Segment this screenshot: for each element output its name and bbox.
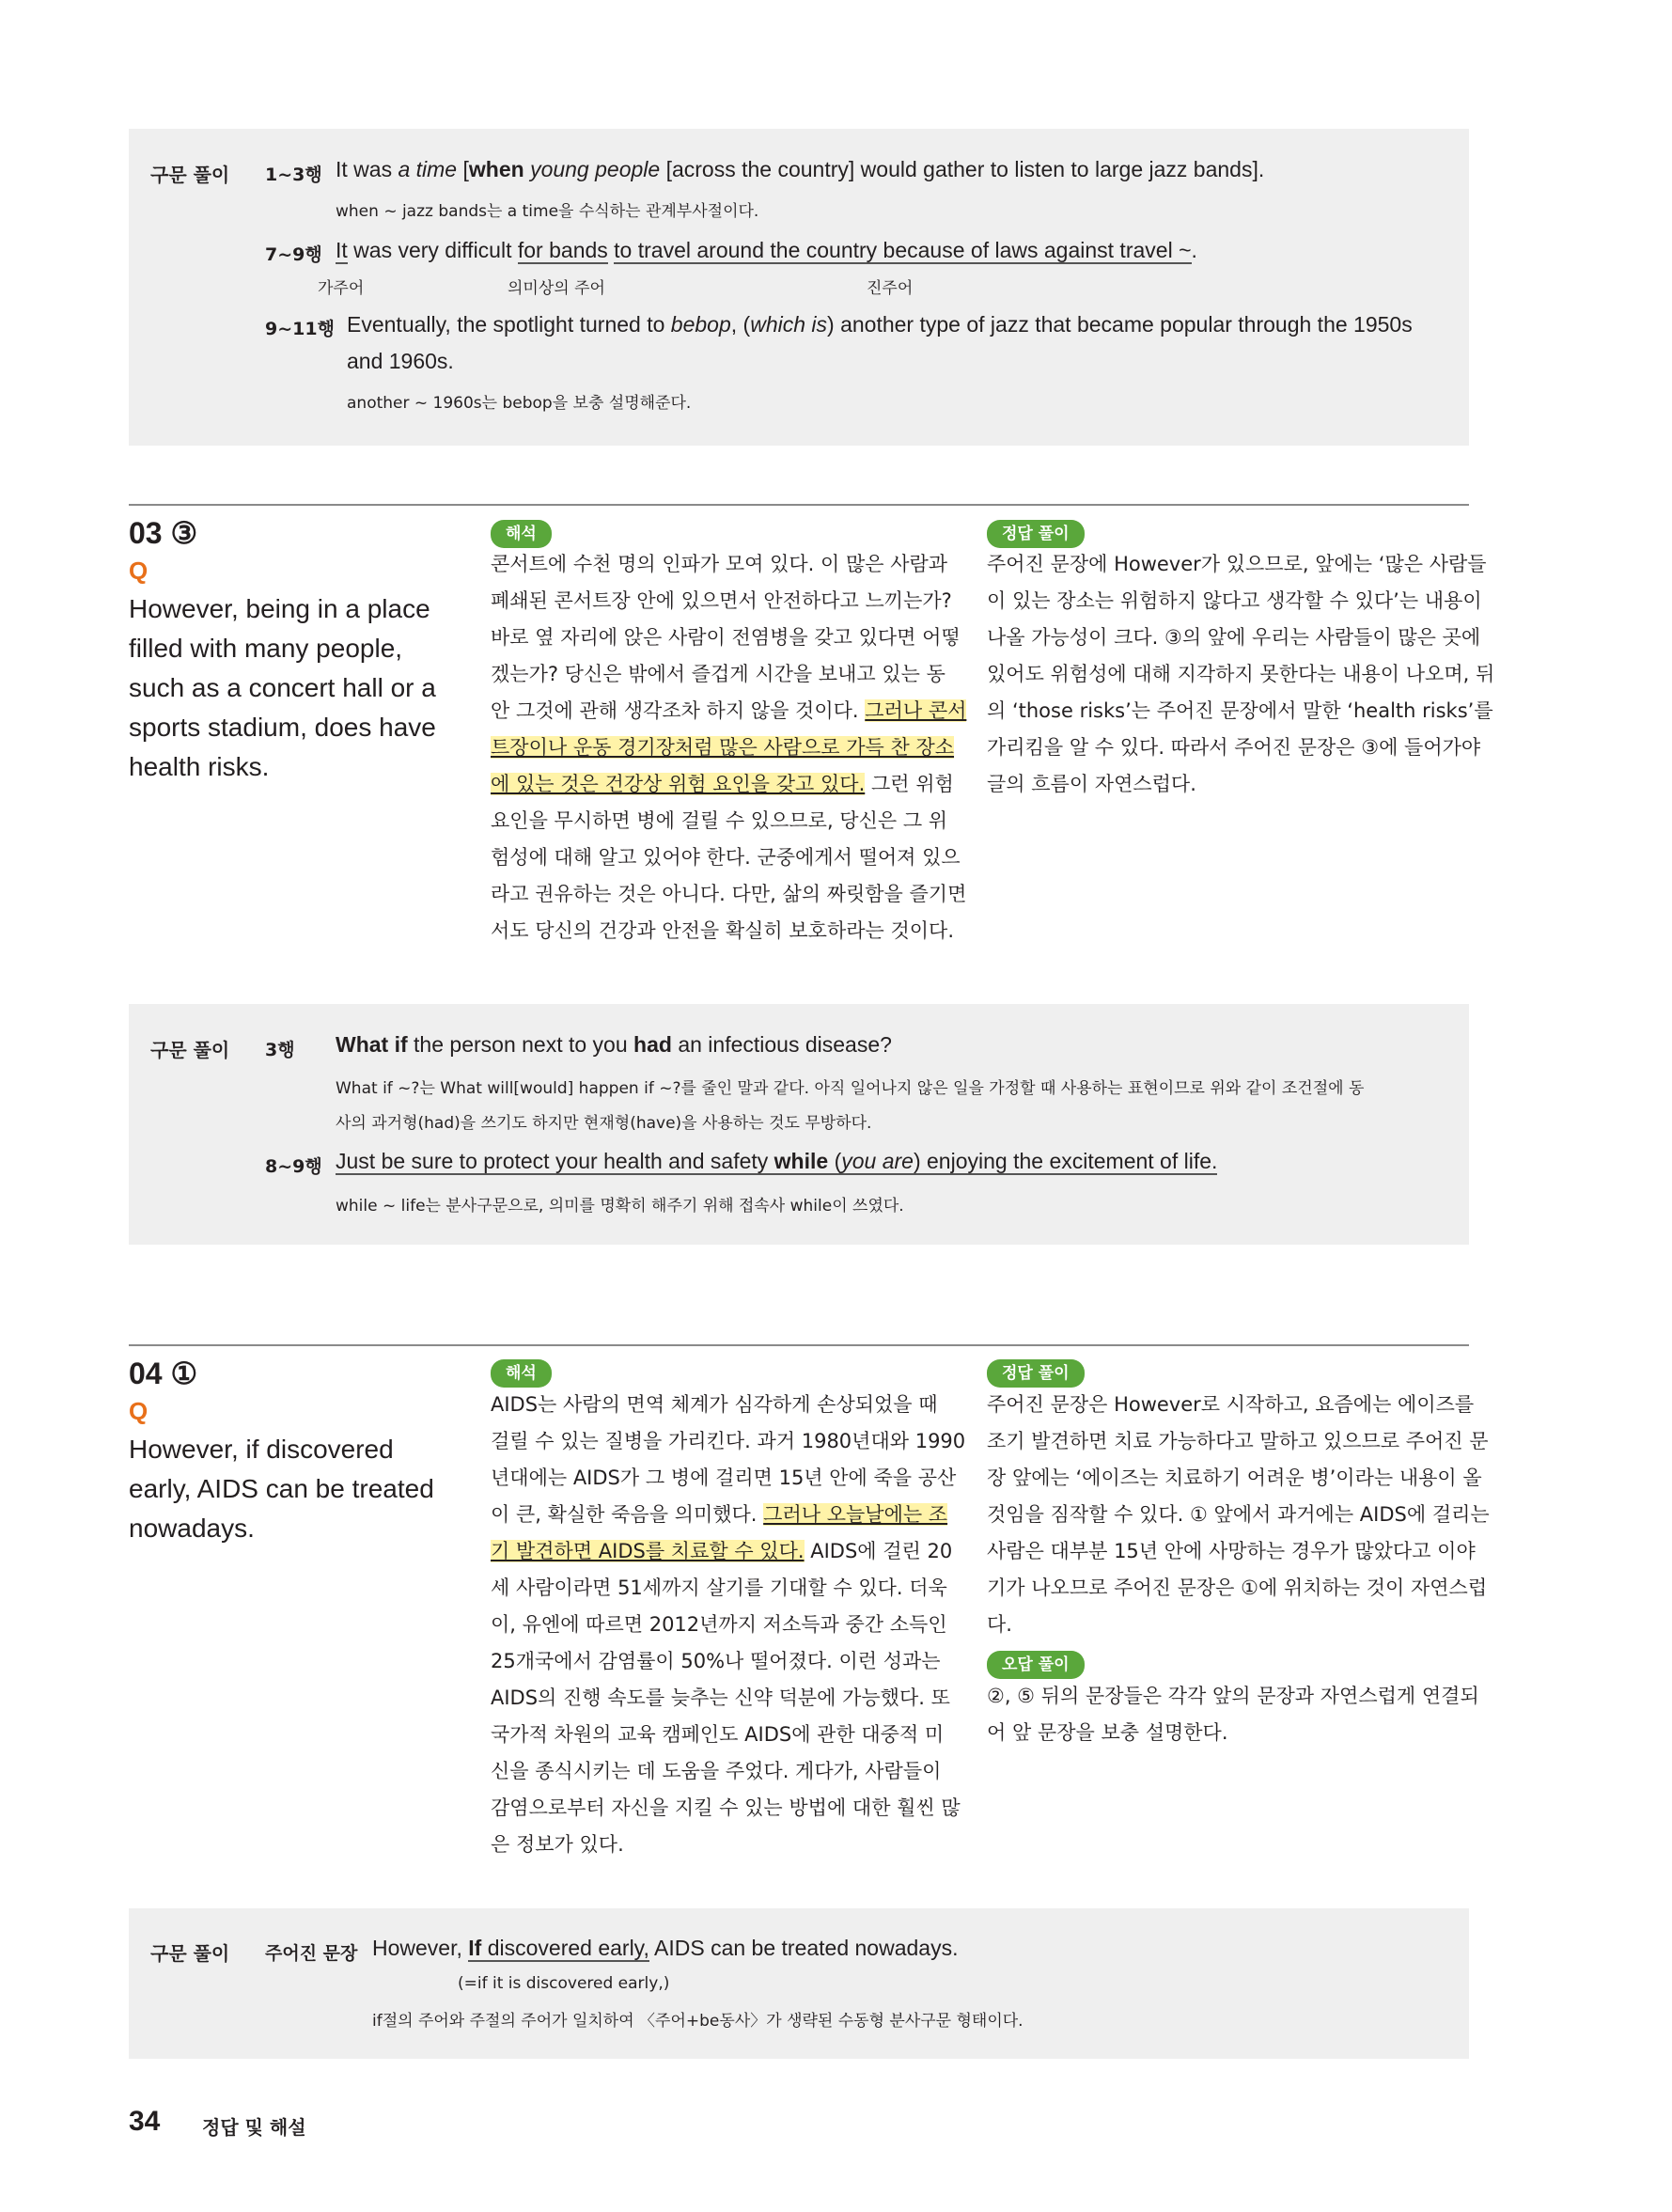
line-ref: 7~9행	[265, 244, 322, 265]
answer-explanation: 주어진 문장에 However가 있으므로, 앞에는 ‘많은 사람들 이 있는 장소는 위험하지 않다고 생각할 수 있다’는 내용이 나올 가능성이 크다. ③의 앞에 우리는 사람들이 많은 곳에 있어도 위험성에 대해 지각하지 못한다는 내용이 나오며, 뒤 의 ‘those risks’는 주어진 문장에서 말한 ‘health risks’를 가리킴을 알 수 있다. 따라서 주어진 문장은 ③에 들어가야 글의 흐름이 자연스럽다.	[987, 553, 1495, 795]
question-number: 03 ③	[129, 516, 198, 550]
translation-badge: 해석	[491, 520, 552, 548]
page-number: 34	[129, 2106, 161, 2137]
note-label: 의미상의 주어	[508, 279, 605, 298]
note: when ~ jazz bands는 a time을 수식하는 관계부사절이다.	[336, 202, 759, 221]
wrong-answer-badge: 오답 풀이	[987, 1651, 1085, 1679]
sentence-cont: and 1960s.	[347, 349, 454, 373]
note: while ~ life는 분사구문으로, 의미를 명확히 해주기 위해 접속사 while이 쓰였다.	[336, 1197, 904, 1216]
sentence: It was very difficult for bands to travel around the country because of laws against travel ~.	[336, 238, 1197, 262]
question-number: 04 ①	[129, 1357, 198, 1390]
sentence: However, If discovered early, AIDS can be treated nowadays.	[372, 1936, 959, 1960]
note: (=if it is discovered early,)	[458, 1974, 670, 1993]
syntax-box-3	[129, 1908, 1469, 2059]
syntax-label: 구문 풀이	[150, 1942, 230, 1965]
answer-explanation: 주어진 문장은 However로 시작하고, 요즘에는 에이즈를 조기 발견하면 치료 가능하다고 말하고 있으므로 주어진 문 장 앞에는 ‘에이즈는 치료하기 어려운 병’이라는 내용이 올 것임을 짐작할 수 있다. ① 앞에서 과거에는 AIDS에 걸리는 사람은 대부분 15년 안에 사망하는 경우가 많았다고 이야 기가 나오므로 주어진 문장은 ①에 위치하는 것이 자연스럽 다.	[987, 1393, 1490, 1636]
footer-title: 정답 및 해설	[202, 2116, 306, 2139]
q-icon: Q	[129, 1397, 148, 1425]
answer-badge: 정답 풀이	[987, 1359, 1085, 1388]
note-label: 가주어	[318, 279, 365, 298]
answer-badge: 정답 풀이	[987, 520, 1085, 548]
divider	[129, 1344, 1469, 1346]
note: another ~ 1960s는 bebop을 보충 설명해준다.	[347, 394, 692, 413]
line-ref: 3행	[265, 1040, 295, 1060]
sentence: What if the person next to you had an infectious disease?	[336, 1032, 892, 1057]
translation-text: 콘서트에 수천 명의 인파가 모여 있다. 이 많은 사람과 폐쇄된 콘서트장 안에 있으면서 안전하다고 느끼는가? 바로 옆 자리에 앉은 사람이 전염병을 갖고 있다면 어떻 겠는가? 당신은 밖에서 즐겁게 시간을 보내고 있는 동 안 그것에 관해 생각조차 하지 않을 것이다. 그러나 콘서 트장이나 운동 경기장처럼 많은 사람으로 가득 찬 장소 에 있는 것은 건강상 위험 요인을 갖고 있다. 그런 위험 요인을 무시하면 병에 걸릴 수 있으므로, 당신은 그 위 험성에 대해 알고 있어야 한다. 군중에게서 떨어져 있으 라고 권유하는 것은 아니다. 다만, 삶의 짜릿함을 즐기면 서도 당신의 건강과 안전을 확실히 보호하라는 것이다.	[491, 553, 967, 942]
note-label: 진주어	[867, 279, 914, 298]
translation-text: AIDS는 사람의 면역 체계가 심각하게 손상되었을 때 걸릴 수 있는 질병을 가리킨다. 과거 1980년대와 1990 년대에는 AIDS가 그 병에 걸리면 15년 안에 죽을 공산 이 큰, 확실한 죽음을 의미했다. 그러나 오늘날에는 조 기 발견하면 AIDS를 치료할 수 있다. AIDS에 걸린 20 세 사람이라면 51세까지 살기를 기대할 수 있다. 더욱 이, 유엔에 따르면 2012년까지 저소득과 중간 소득인 25개국에서 감염률이 50%나 떨어졌다. 이런 성과는 AIDS의 진행 속도를 늦추는 신약 덕분에 가능했다. 또 국가적 차원의 교육 캠페인도 AIDS에 관한 대중적 미 신을 종식시키는 데 도움을 주었다. 게다가, 사람들이 감염으로부터 자신을 지킬 수 있는 방법에 대한 훨씬 많 은 정보가 있다.	[491, 1393, 966, 1856]
syntax-label: 구문 풀이	[150, 1039, 230, 1061]
given-sentence: However, if discovered early, AIDS can be treated nowadays.	[129, 1435, 434, 1543]
sentence: Eventually, the spotlight turned to bebop, (which is) another type of jazz that became popular through the 1950s	[347, 312, 1413, 337]
divider	[129, 504, 1469, 506]
wrong-answer-explanation: ②, ⑤ 뒤의 문장들은 각각 앞의 문장과 자연스럽게 연결되 어 앞 문장을 보충 설명한다.	[987, 1685, 1479, 1744]
line-ref: 주어진 문장	[265, 1943, 358, 1964]
line-ref: 9~11행	[265, 319, 335, 339]
sentence: It was a time [when young people [across the country] would gather to listen to large jazz bands].	[336, 157, 1265, 181]
q-icon: Q	[129, 557, 148, 585]
line-ref: 1~3행	[265, 165, 322, 185]
line-ref: 8~9행	[265, 1156, 322, 1177]
note: 사의 과거형(had)을 쓰기도 하지만 현재형(have)을 사용하는 것도 무방하다.	[336, 1114, 872, 1133]
sentence: Just be sure to protect your health and safety while (you are) enjoying the excitement of life.	[336, 1149, 1218, 1173]
given-sentence: However, being in a place filled with many people, such as a concert hall or a sports stadium, does have health risks.	[129, 594, 436, 781]
note: What if ~?는 What will[would] happen if ~?를 줄인 말과 같다. 아직 일어나지 않은 일을 가정할 때 사용하는 표현이므로 위와 같이 조건절에 동	[336, 1079, 1365, 1098]
translation-badge: 해석	[491, 1359, 552, 1388]
note: if절의 주어와 주절의 주어가 일치하여 〈주어+be동사〉가 생략된 수동형 분사구문 형태이다.	[372, 2012, 1024, 2031]
syntax-label: 구문 풀이	[150, 164, 230, 186]
